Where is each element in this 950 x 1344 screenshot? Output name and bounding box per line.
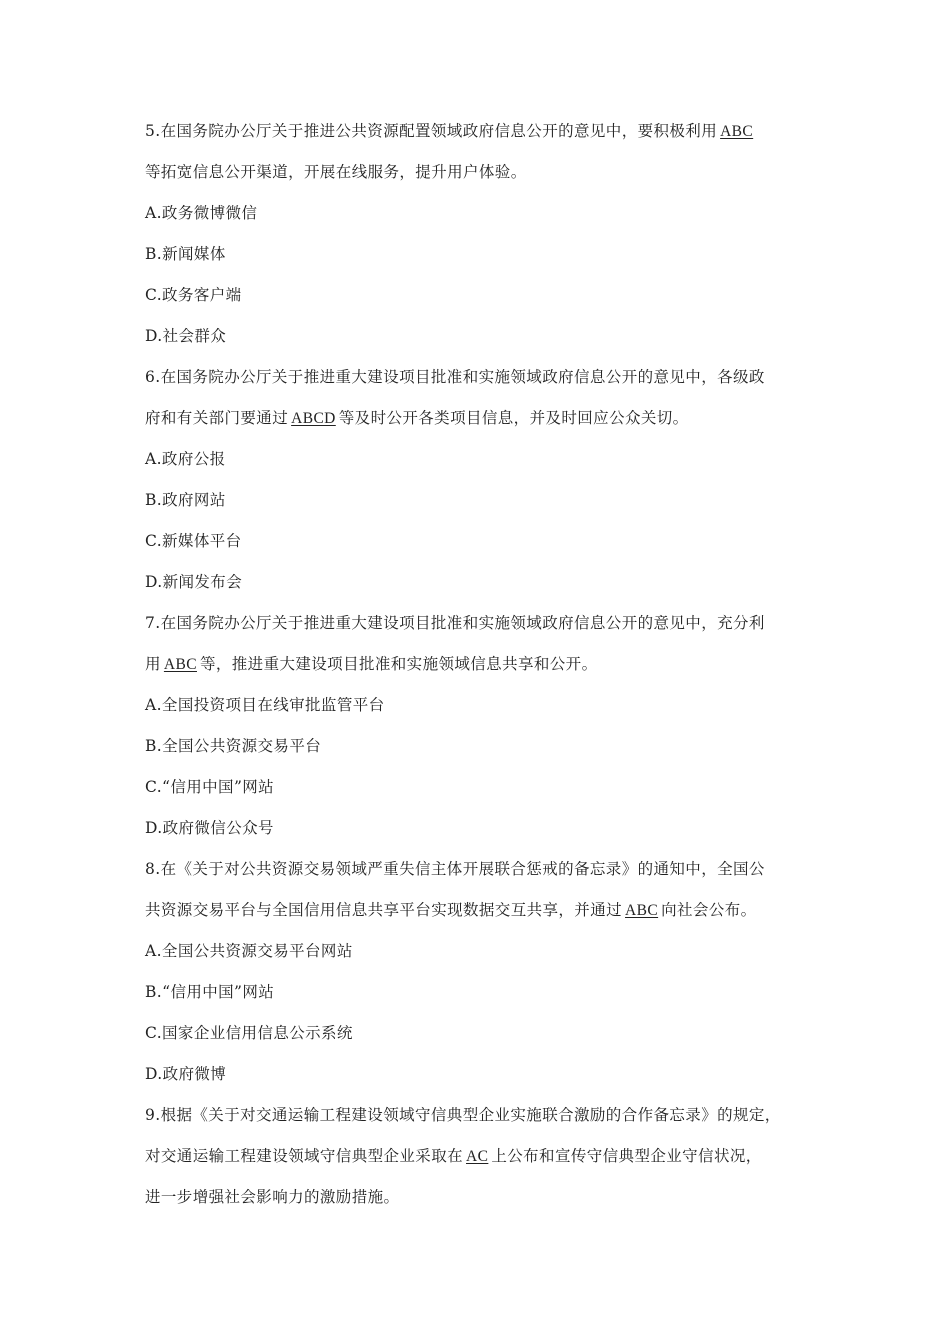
question-text: 等及时公开各类项目信息，并及时回应公众关切。 bbox=[338, 409, 689, 427]
question-text: 7.在国务院办公厅关于推进重大建设项目批准和实施领域政府信息公开的意见中，充分利 bbox=[145, 614, 765, 632]
option-b: B.新闻媒体 bbox=[145, 245, 226, 263]
option-b: B.政府网站 bbox=[145, 491, 226, 509]
question-text: 向社会公布。 bbox=[661, 901, 757, 919]
question-5-line-1 bbox=[145, 121, 835, 141]
question-text: 府和有关部门要通过 bbox=[145, 409, 289, 427]
option-b: B.“信用中国”网站 bbox=[145, 983, 275, 1001]
question-6-line-2 bbox=[145, 408, 835, 428]
question-7-line-2 bbox=[145, 654, 835, 674]
option-c: C.政务客户端 bbox=[145, 286, 242, 304]
option-d: D.政府微信公众号 bbox=[145, 819, 274, 837]
option-a: A.全国公共资源交易平台网站 bbox=[145, 942, 353, 960]
option-d: D.政府微博 bbox=[145, 1065, 227, 1083]
question-text: 对交通运输工程建设领域守信典型企业采取在 bbox=[145, 1147, 464, 1165]
answer-blank: ABCD bbox=[291, 410, 336, 427]
question-9-line-2 bbox=[145, 1146, 835, 1166]
option-a: A.政府公报 bbox=[145, 450, 226, 468]
question-text: 等拓宽信息公开渠道，开展在线服务，提升用户体验。 bbox=[145, 163, 527, 181]
question-6-line-1 bbox=[145, 367, 835, 387]
question-text: 5.在国务院办公厅关于推进公共资源配置领域政府信息公开的意见中，要积极利用 bbox=[145, 122, 718, 140]
question-8-line-2 bbox=[145, 900, 835, 920]
option-b: B.全国公共资源交易平台 bbox=[145, 737, 322, 755]
option-c: C.“信用中国”网站 bbox=[145, 778, 275, 796]
option-d: D.新闻发布会 bbox=[145, 573, 243, 591]
document-page bbox=[145, 121, 835, 1228]
option-a: A.政务微博微信 bbox=[145, 204, 258, 222]
answer-blank: ABC bbox=[720, 123, 754, 140]
question-9-line-1: 9.根据《关于对交通运输工程建设领域守信典型企业实施联合激励的合作备忘录》的规定， bbox=[145, 1106, 781, 1124]
question-9-line-3: 进一步增强社会影响力的激励措施。 bbox=[145, 1188, 400, 1206]
answer-blank: ABC bbox=[625, 902, 659, 919]
question-text: 等，推进重大建设项目批准和实施领域信息共享和公开。 bbox=[199, 655, 598, 673]
question-text: 6.在国务院办公厅关于推进重大建设项目批准和实施领域政府信息公开的意见中，各级政 bbox=[145, 368, 765, 386]
option-d: D.社会群众 bbox=[145, 327, 227, 345]
question-text: 共资源交易平台与全国信用信息共享平台实现数据交互共享，并通过 bbox=[145, 901, 623, 919]
option-a: A.全国投资项目在线审批监管平台 bbox=[145, 696, 385, 714]
answer-blank: ABC bbox=[163, 656, 197, 673]
question-text: 上公布和宣传守信典型企业守信状况， bbox=[491, 1147, 762, 1165]
answer-blank: AC bbox=[466, 1148, 489, 1165]
question-7-line-1 bbox=[145, 613, 835, 633]
question-text: 用 bbox=[145, 655, 161, 673]
question-8-line-1 bbox=[145, 859, 835, 879]
option-c: C.国家企业信用信息公示系统 bbox=[145, 1024, 353, 1042]
question-5-line-2 bbox=[145, 162, 835, 182]
option-c: C.新媒体平台 bbox=[145, 532, 242, 550]
question-text: 8.在《关于对公共资源交易领域严重失信主体开展联合惩戒的备忘录》的通知中，全国公 bbox=[145, 860, 765, 878]
